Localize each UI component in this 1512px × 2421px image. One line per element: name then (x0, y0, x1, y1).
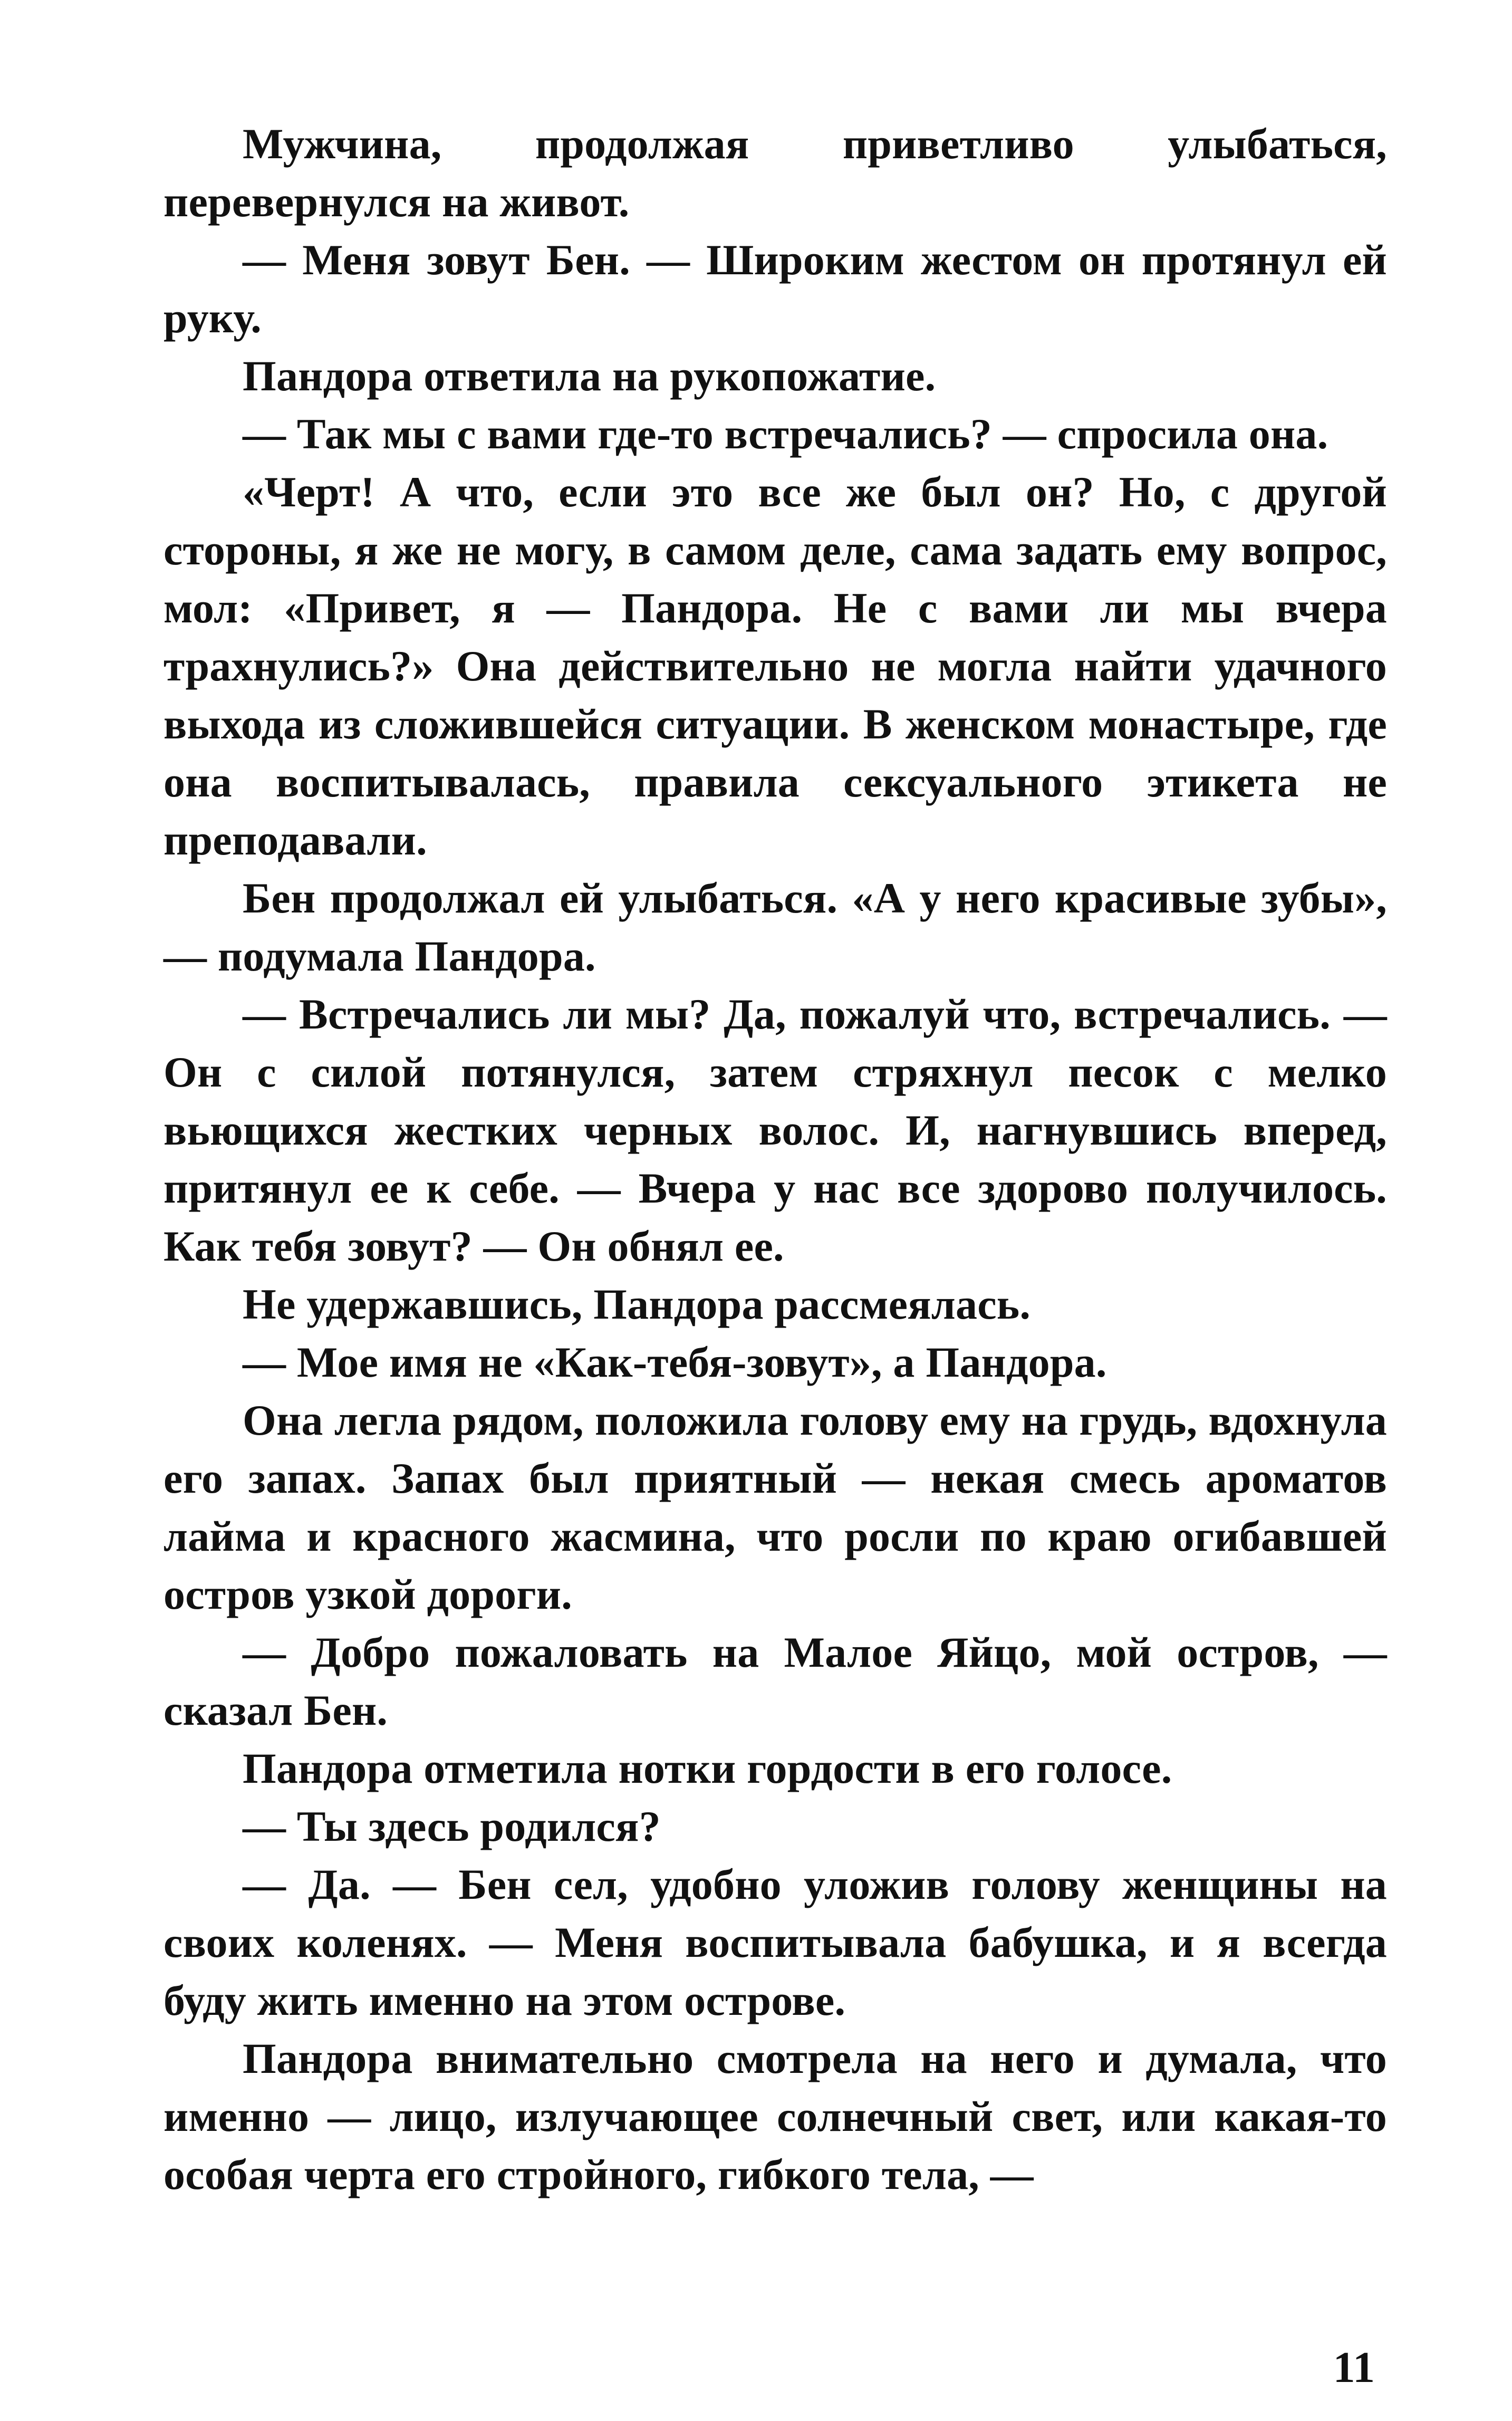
paragraph: Она легла рядом, положила голову ему на грудь, вдохнула его запах. Запах был приятный — некая смесь ароматов лайма и красного жасмина, что росли по краю огибавшей остров узкой дороги. (163, 1396, 1387, 1618)
paragraph: «Черт! А что, если это все же был он? Но, с другой стороны, я же не могу, в самом деле, сама задать ему вопрос, мол: «Привет, я — Пандора. Не с вами ли мы вчера трахнулись?» Она действительно не могла найти удачного выхода из сложившейся ситуации. В женском монастыре, где она воспитывалась, правила сексуального этикета не преподавали. (163, 468, 1387, 864)
paragraph: Пандора внимательно смотрела на него и думала, что именно — лицо, излучающее солнечный свет, или какая-то особая черта его стройного, гибкого тела, — (163, 2034, 1387, 2198)
body-text (163, 115, 1387, 2204)
paragraph: — Так мы с вами где-то встречались? — спросила она. (243, 410, 1328, 458)
page-number: 11 (1333, 2343, 1375, 2392)
paragraph: — Добро пожаловать на Малое Яйцо, мой остров, — сказал Бен. (163, 1628, 1387, 1734)
paragraph: Не удержавшись, Пандора рассмеялась. (243, 1280, 1031, 1328)
paragraph: — Меня зовут Бен. — Широким жестом он протянул ей руку. (163, 236, 1387, 342)
paragraph: — Встречались ли мы? Да, пожалуй что, встречались. — Он с силой потянулся, затем стряхнул песок с мелко вьющихся жестких черных волос. И, нагнувшись вперед, притянул ее к себе. — Вчера у нас все здорово получилось. Как тебя зовут? — Он обнял ее. (163, 990, 1387, 1270)
paragraph: — Ты здесь родился? (243, 1802, 661, 1850)
paragraph: Пандора ответила на рукопожатие. (243, 352, 936, 400)
paragraph: Мужчина, продолжая приветливо улыбаться, перевернулся на живот. (163, 120, 1387, 226)
paragraph: — Да. — Бен сел, удобно уложив голову женщины на своих коленях. — Меня воспитывала бабушка, и я всегда буду жить именно на этом острове. (163, 1860, 1387, 2024)
paragraph: — Мое имя не «Как-тебя-зовут», а Пандора. (243, 1338, 1107, 1386)
paragraph: Бен продолжал ей улыбаться. «А у него красивые зубы», — подумала Пандора. (163, 874, 1387, 980)
paragraph: Пандора отметила нотки гордости в его голосе. (243, 1744, 1172, 1792)
